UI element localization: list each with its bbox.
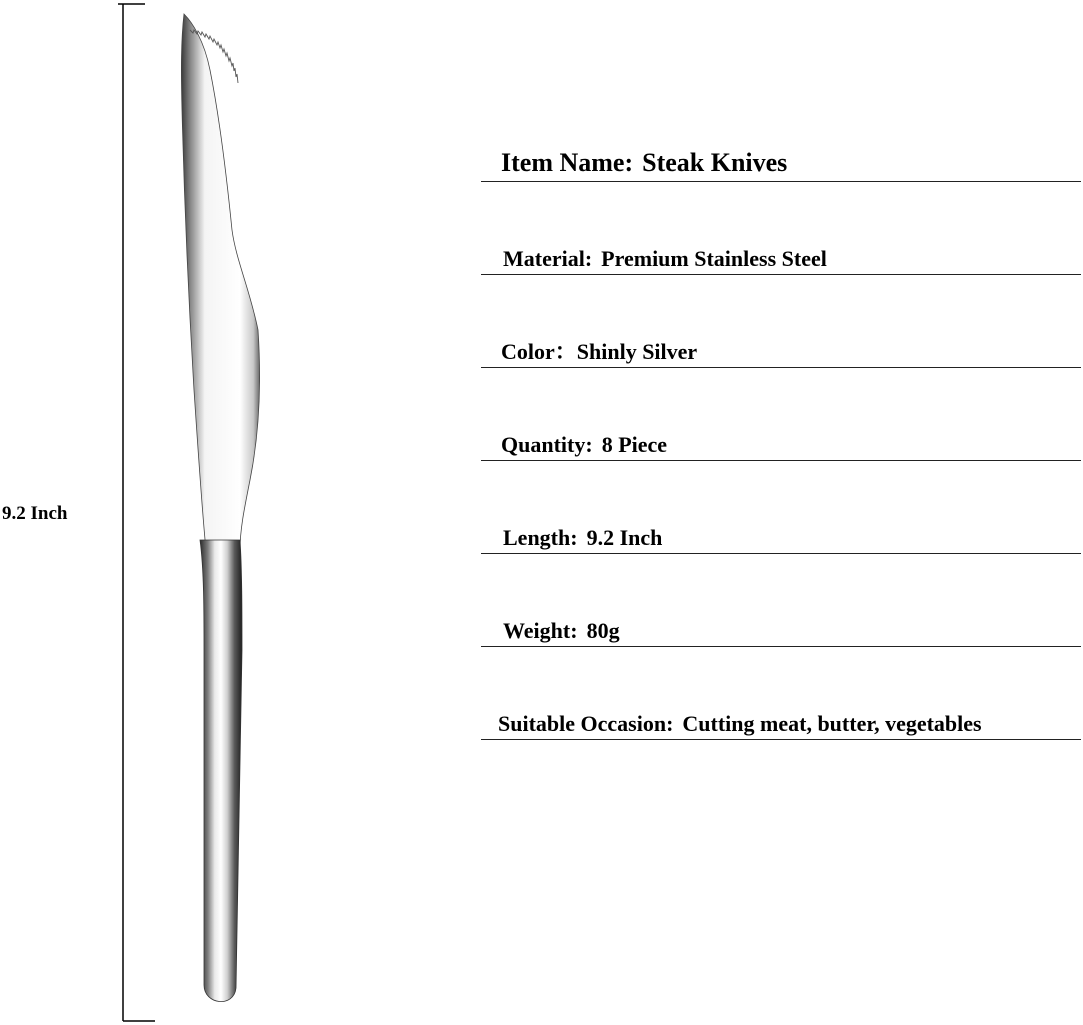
spec-row-quantity	[481, 414, 1081, 461]
spec-value: 80g	[586, 618, 620, 643]
spec-text	[503, 245, 827, 273]
spec-text	[501, 147, 787, 179]
spec-value: Cutting meat, butter, vegetables	[682, 711, 982, 736]
spec-text	[501, 338, 697, 366]
spec-row-color	[481, 321, 1081, 368]
spec-row-item-name	[481, 135, 1081, 182]
spec-value: 9.2 Inch	[586, 525, 663, 550]
spec-value: Steak Knives	[642, 148, 788, 177]
length-dimension-label: 9.2 Inch	[2, 503, 68, 524]
spec-value: Premium Stainless Steel	[601, 246, 827, 271]
spec-text	[501, 431, 667, 459]
spec-label: Material:	[503, 246, 593, 271]
spec-label: Length:	[503, 525, 578, 550]
spec-text	[503, 617, 620, 645]
spec-value: 8 Piece	[601, 432, 668, 457]
spec-text	[503, 524, 662, 552]
spec-value: Shinly Silver	[576, 339, 698, 364]
spec-row-weight	[481, 600, 1081, 647]
spec-label: Suitable Occasion:	[498, 711, 674, 736]
spec-row-length	[481, 507, 1081, 554]
spec-label: Item Name:	[501, 148, 634, 177]
steak-knife-image	[170, 10, 270, 1015]
spec-row-material	[481, 228, 1081, 275]
spec-row-suitable-occasion	[481, 693, 1081, 740]
spec-text	[498, 710, 982, 738]
spec-label: Quantity:	[501, 432, 593, 457]
spec-label: Color：	[501, 339, 577, 364]
spec-label: Weight:	[503, 618, 578, 643]
